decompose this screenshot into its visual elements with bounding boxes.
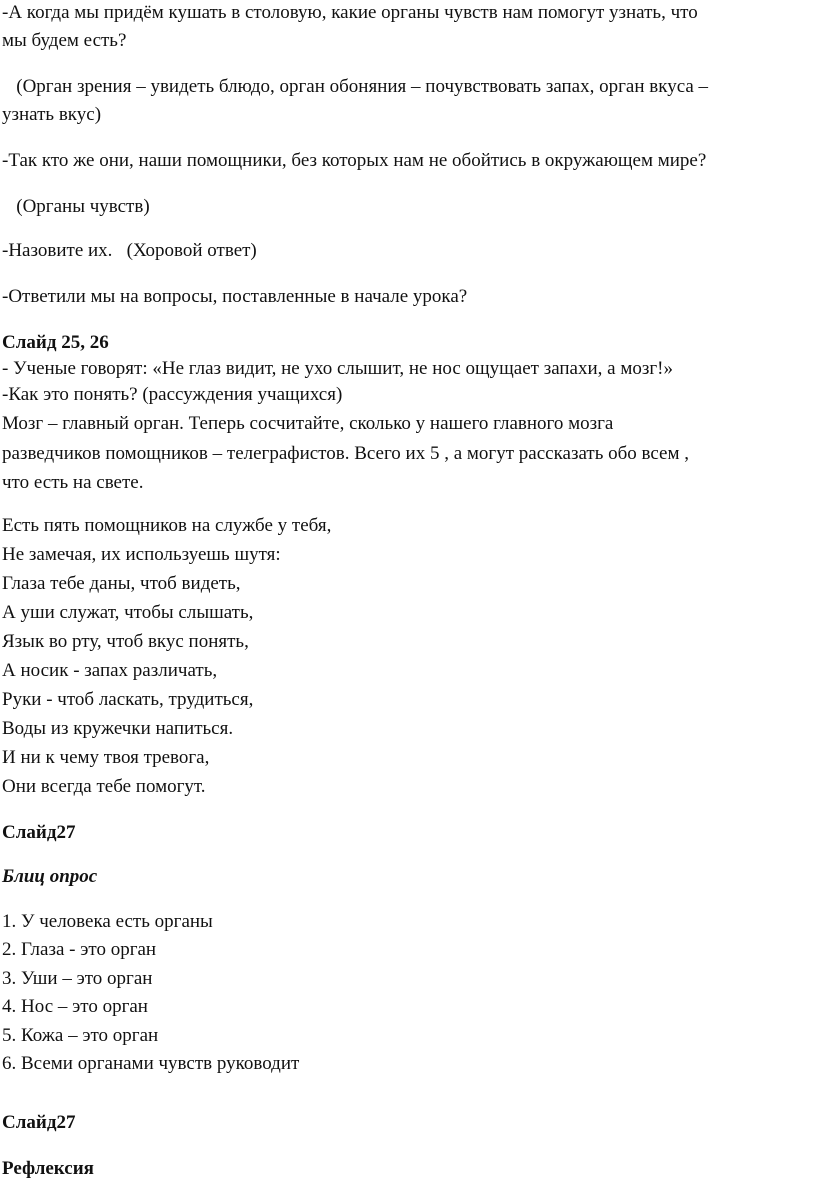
paragraph-scientists-say: - Ученые говорят: «Не глаз видит, не ухо слышит, не нос ощущает запахи, а мозг!» [2, 358, 673, 379]
list-item: 4. Нос – это орган [2, 996, 148, 1017]
poem-line: Руки - чтоб ласкать, трудиться, [2, 689, 254, 710]
paragraph-question-line1: -А когда мы придём кушать в столовую, какие органы чувств нам помогут узнать, что [2, 2, 698, 23]
poem-line: Есть пять помощников на службе у тебя, [2, 515, 332, 536]
poem-line: Не замечая, их используешь шутя: [2, 544, 281, 565]
list-item: 2. Глаза - это орган [2, 939, 157, 960]
paragraph-brain-line3: что есть на свете. [2, 472, 144, 493]
poem-line: Глаза тебе даны, чтоб видеть, [2, 573, 241, 594]
paragraph-sense-organs: (Органы чувств) [2, 196, 150, 217]
poem-line: И ни к чему твоя тревога, [2, 747, 210, 768]
heading-blitz-survey: Блиц опрос [2, 866, 98, 887]
paragraph-answer-line2: узнать вкус) [2, 104, 102, 125]
heading-slide-25-26: Слайд 25, 26 [2, 332, 109, 353]
paragraph-question-line2: мы будем есть? [2, 30, 127, 51]
paragraph-answer-line1: (Орган зрения – увидеть блюдо, орган обоняния – почувствовать запах, орган вкуса – [2, 76, 709, 97]
paragraph-helpers-question: -Так кто же они, наши помощники, без которых нам не обойтись в окружающем мире? [2, 150, 707, 171]
list-item: 1. У человека есть органы [2, 911, 213, 932]
list-item: 6. Всеми органами чувств руководит [2, 1053, 300, 1074]
poem-line: Язык во рту, чтоб вкус понять, [2, 631, 249, 652]
list-item: 3. Уши – это орган [2, 968, 153, 989]
heading-reflection: Рефлексия [2, 1158, 94, 1179]
paragraph-name-them: -Назовите их. (Хоровой ответ) [2, 240, 257, 261]
paragraph-brain-line2: разведчиков помощников – телеграфистов. Всего их 5 , а могут рассказать обо всем , [2, 443, 690, 464]
paragraph-answered-questions: -Ответили мы на вопросы, поставленные в начале урока? [2, 286, 468, 307]
poem-line: А уши служат, чтобы слышать, [2, 602, 254, 623]
poem-line: Они всегда тебе помогут. [2, 776, 206, 797]
list-item: 5. Кожа – это орган [2, 1025, 159, 1046]
poem-line: А носик - запах различать, [2, 660, 218, 681]
poem-line: Воды из кружечки напиться. [2, 718, 234, 739]
paragraph-brain-line1: Мозг – главный орган. Теперь сосчитайте, сколько у нашего главного мозга [2, 413, 614, 434]
paragraph-how-to-understand: -Как это понять? (рассуждения учащихся) [2, 384, 343, 405]
heading-slide-27: Слайд27 [2, 822, 76, 843]
heading-slide-27-second: Слайд27 [2, 1112, 76, 1133]
